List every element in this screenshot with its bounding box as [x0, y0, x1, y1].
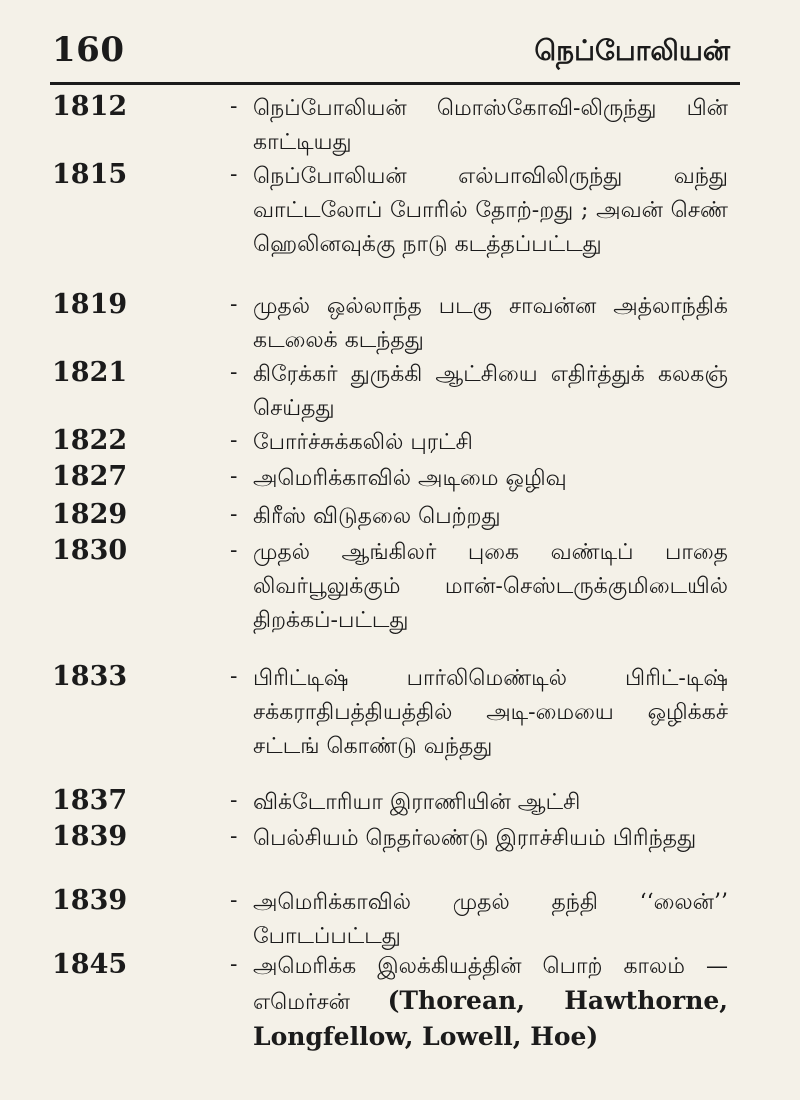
entry-year: 1837	[52, 785, 128, 816]
entry-dash: -	[230, 952, 238, 977]
entry-text	[253, 462, 728, 496]
entry-text-tamil: போர்ச்சுக்கலில் புரட்சி	[253, 430, 473, 455]
entry-text-english: (Thorean, Hawthorne, Longfellow, Lowell, Hoe)	[253, 986, 729, 1051]
entry-dash: -	[230, 888, 238, 913]
entry-text	[253, 500, 728, 534]
entry-dash: -	[230, 94, 238, 119]
entry-text	[253, 786, 728, 820]
entry-text-tamil: விக்டோரியா இராணியின் ஆட்சி	[253, 790, 581, 815]
entry-text-tamil: பெல்சியம் நெதர்லண்டு இராச்சியம் பிரிந்தது	[253, 826, 697, 851]
entry-year: 1839	[52, 821, 128, 852]
entry-dash: -	[230, 162, 238, 187]
entry-year: 1822	[52, 425, 128, 456]
entry-year: 1815	[52, 159, 128, 190]
entry-text-tamil: முதல் ஆங்கிலர் புகை வண்டிப் பாதை லிவர்பூலுக்கும் மான்-செஸ்டருக்குமிடையில் திறக்கப்-பட்டது	[253, 540, 728, 633]
entry-dash: -	[230, 292, 238, 317]
entry-dash: -	[230, 824, 238, 849]
entry-dash: -	[230, 664, 238, 689]
entry-text	[253, 92, 728, 160]
entry-text	[253, 950, 728, 1056]
entry-dash: -	[230, 502, 238, 527]
entry-dash: -	[230, 538, 238, 563]
entry-text-tamil: நெப்போலியன் எல்பாவிலிருந்து வந்து வாட்டலோப் போரில் தோற்-றது ; அவன் செண் ஹெலினவுக்கு நாடு கடத்தப்பட்டது	[253, 164, 728, 257]
entry-year: 1830	[52, 535, 128, 566]
entry-text-tamil: அமெரிக்காவில் அடிமை ஒழிவு	[253, 466, 567, 491]
entry-text	[253, 536, 728, 638]
entry-text-tamil: அமெரிக்காவில் முதல் தந்தி ‘‘லைன்’’ போடப்பட்டது	[253, 890, 728, 949]
entry-year: 1845	[52, 949, 128, 980]
entry-text	[253, 426, 728, 460]
entry-dash: -	[230, 788, 238, 813]
page-number: 160	[52, 30, 125, 70]
running-title: நெப்போலியன்	[534, 34, 730, 67]
entry-year: 1839	[52, 885, 128, 916]
entry-text-tamil: பிரிட்டிஷ் பார்லிமெண்டில் பிரிட்-டிஷ் சக்கராதிபத்தியத்தில் அடி-மையை ஒழிக்கச் சட்டங் கொண்டு வந்தது	[253, 666, 728, 759]
entry-text	[253, 662, 728, 764]
entry-year: 1833	[52, 661, 128, 692]
entry-text-tamil: கிரீஸ் விடுதலை பெற்றது	[253, 504, 501, 529]
entry-text-tamil: நெப்போலியன் மொஸ்கோவி-லிருந்து பின் காட்டியது	[253, 96, 728, 155]
entry-text	[253, 886, 728, 954]
entry-text-tamil: அமெரிக்க இலக்கியத்தின் பொற் காலம் — எமெர்சன்	[253, 954, 728, 1015]
entry-year: 1829	[52, 499, 128, 530]
entry-text	[253, 358, 728, 426]
entry-year: 1819	[52, 289, 128, 320]
entry-text	[253, 290, 728, 358]
entry-dash: -	[230, 428, 238, 453]
entry-text-tamil: முதல் ஒல்லாந்த படகு சாவன்ன அத்லாந்திக் கடலைக் கடந்தது	[253, 294, 728, 353]
entry-dash: -	[230, 360, 238, 385]
entry-year: 1827	[52, 461, 128, 492]
entry-year: 1812	[52, 91, 128, 122]
entry-year: 1821	[52, 357, 128, 388]
entry-text	[253, 160, 728, 262]
entry-text	[253, 822, 728, 856]
header-rule	[50, 82, 740, 85]
entry-dash: -	[230, 464, 238, 489]
entry-text-tamil: கிரேக்கர் துருக்கி ஆட்சியை எதிர்த்துக் கலகஞ் செய்தது	[253, 362, 728, 421]
